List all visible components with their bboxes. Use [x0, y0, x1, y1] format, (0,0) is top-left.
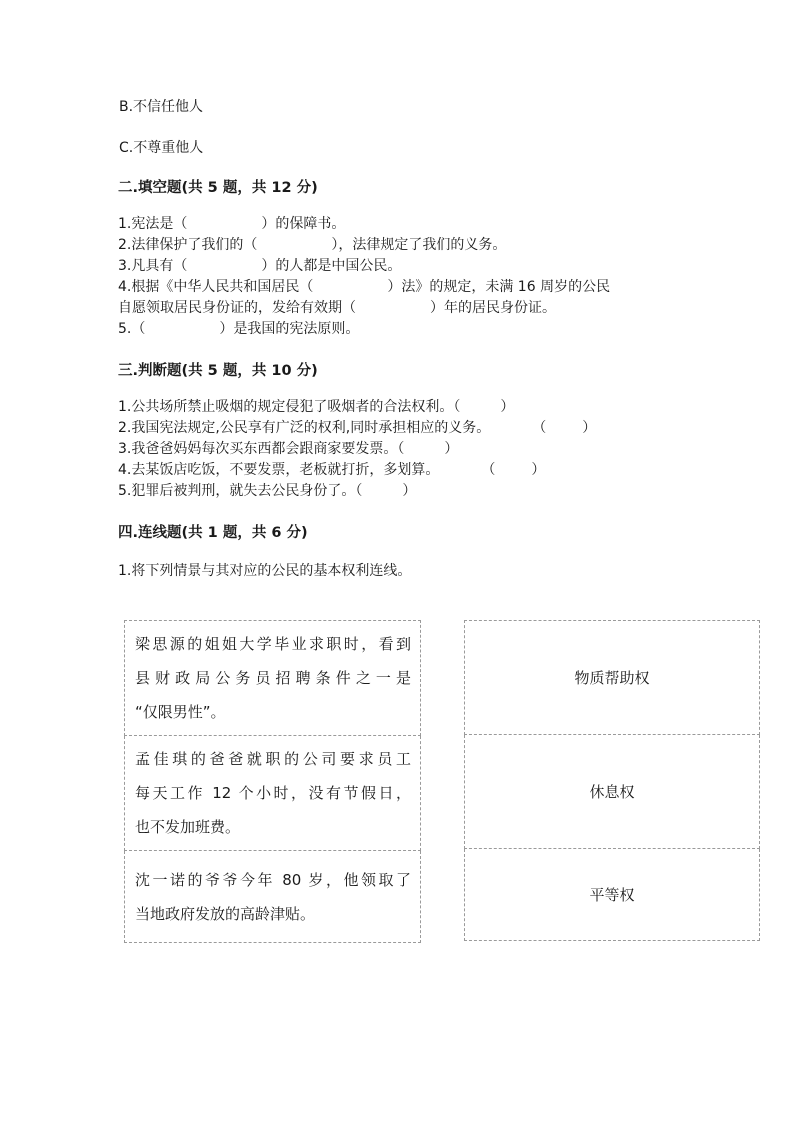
scenario-table — [124, 620, 421, 943]
scenario-2-line-2: 每天工作 12 个小时，没有节假日， — [135, 784, 411, 802]
fill-q4-text-a: 4.根据《中华人民共和国居民（ — [118, 279, 314, 295]
choice-option-b: B.不信任他人 — [119, 99, 204, 115]
scenario-2-line-1: 孟佳琪的爸爸就职的公司要求员工 — [135, 750, 411, 768]
scenario-cell-3[interactable] — [125, 851, 421, 943]
judge-question-2 — [118, 418, 596, 439]
section-heading-matching: 四.连线题(共 1 题，共 6 分) — [118, 525, 308, 541]
scenario-row — [125, 736, 421, 851]
judge-q5-close: ） — [402, 483, 417, 499]
fill-q4-text-c: 自愿领取居民身份证的，发给有效期（ — [118, 300, 356, 316]
fill-q2-text-a: 2.法律保护了我们的（ — [118, 237, 258, 253]
fill-q3-text-a: 3.凡具有（ — [118, 258, 188, 274]
judge-q4-close: ） — [531, 462, 546, 478]
fill-question-5 — [118, 319, 359, 340]
right-row — [465, 849, 760, 941]
choice-option-c: C.不尊重他人 — [119, 140, 204, 156]
fill-q4-text-d: ）年的居民身份证。 — [430, 300, 556, 316]
fill-q2-text-b: ），法律规定了我们的义务。 — [331, 237, 507, 253]
scenario-3-line-2: 当地政府发放的高龄津贴。 — [135, 904, 316, 923]
judge-q4-open: （ — [481, 462, 496, 478]
fill-q5-text-a: 5.（ — [118, 321, 146, 337]
judge-q3-close: ） — [444, 441, 459, 457]
scenario-1-line-1: 梁思源的姐姐大学毕业求职时，看到 — [135, 635, 411, 653]
judge-q1-close: ） — [500, 399, 515, 415]
fill-question-3 — [118, 256, 401, 277]
scenario-row — [125, 621, 421, 736]
judge-q2-close: ） — [582, 420, 597, 436]
scenario-1-line-2: 县财政局公务员招聘条件之一是 — [135, 669, 411, 687]
fill-q4-text-b: ）法》的规定，未满 16 周岁的公民 — [387, 279, 611, 295]
right-cell-equality[interactable]: 平等权 — [465, 849, 760, 941]
judge-q2-open: （ — [532, 420, 547, 436]
judge-q4-text: 4.去某饭店吃饭，不要发票，老板就打折，多划算。 — [118, 462, 440, 478]
scenario-cell-1[interactable] — [125, 621, 421, 736]
fill-question-2 — [118, 235, 506, 256]
section-heading-fill-blank: 二.填空题(共 5 题，共 12 分) — [118, 180, 318, 196]
fill-q5-text-b: ）是我国的宪法原则。 — [219, 321, 360, 337]
fill-q1-text-b: ）的保障书。 — [261, 216, 346, 232]
fill-question-4-line-1 — [118, 277, 610, 298]
scenario-cell-2[interactable] — [125, 736, 421, 851]
fill-question-1 — [118, 214, 345, 235]
judge-question-3 — [118, 439, 458, 460]
matching-instruction: 1.将下列情景与其对应的公民的基本权利连线。 — [118, 563, 412, 579]
scenario-row — [125, 851, 421, 943]
right-cell-rest[interactable]: 休息权 — [465, 735, 760, 849]
judge-question-5 — [118, 481, 416, 502]
scenario-1-line-3: “仅限男性”。 — [135, 703, 226, 721]
judge-question-4 — [118, 460, 545, 481]
judge-q1-text: 1.公共场所禁止吸烟的规定侵犯了吸烟者的合法权利。（ — [118, 399, 461, 415]
section-heading-true-false: 三.判断题(共 5 题，共 10 分) — [118, 363, 318, 379]
scenario-3-line-1: 沈一诺的爷爷今年 80 岁，他领取了 — [135, 870, 411, 889]
right-row — [465, 621, 760, 735]
fill-question-4-line-2 — [118, 298, 556, 319]
rights-table — [464, 620, 760, 941]
judge-q3-text: 3.我爸爸妈妈每次买东西都会跟商家要发票。（ — [118, 441, 405, 457]
judge-q5-text: 5.犯罪后被判刑，就失去公民身份了。（ — [118, 483, 363, 499]
right-cell-material-aid[interactable]: 物质帮助权 — [465, 621, 760, 735]
scenario-2-line-3: 也不发加班费。 — [135, 818, 241, 836]
judge-q2-text: 2.我国宪法规定,公民享有广泛的权利,同时承担相应的义务。 — [118, 420, 491, 436]
fill-q1-text-a: 1.宪法是（ — [118, 216, 188, 232]
right-row — [465, 735, 760, 849]
fill-q3-text-b: ）的人都是中国公民。 — [261, 258, 402, 274]
judge-question-1 — [118, 397, 514, 418]
